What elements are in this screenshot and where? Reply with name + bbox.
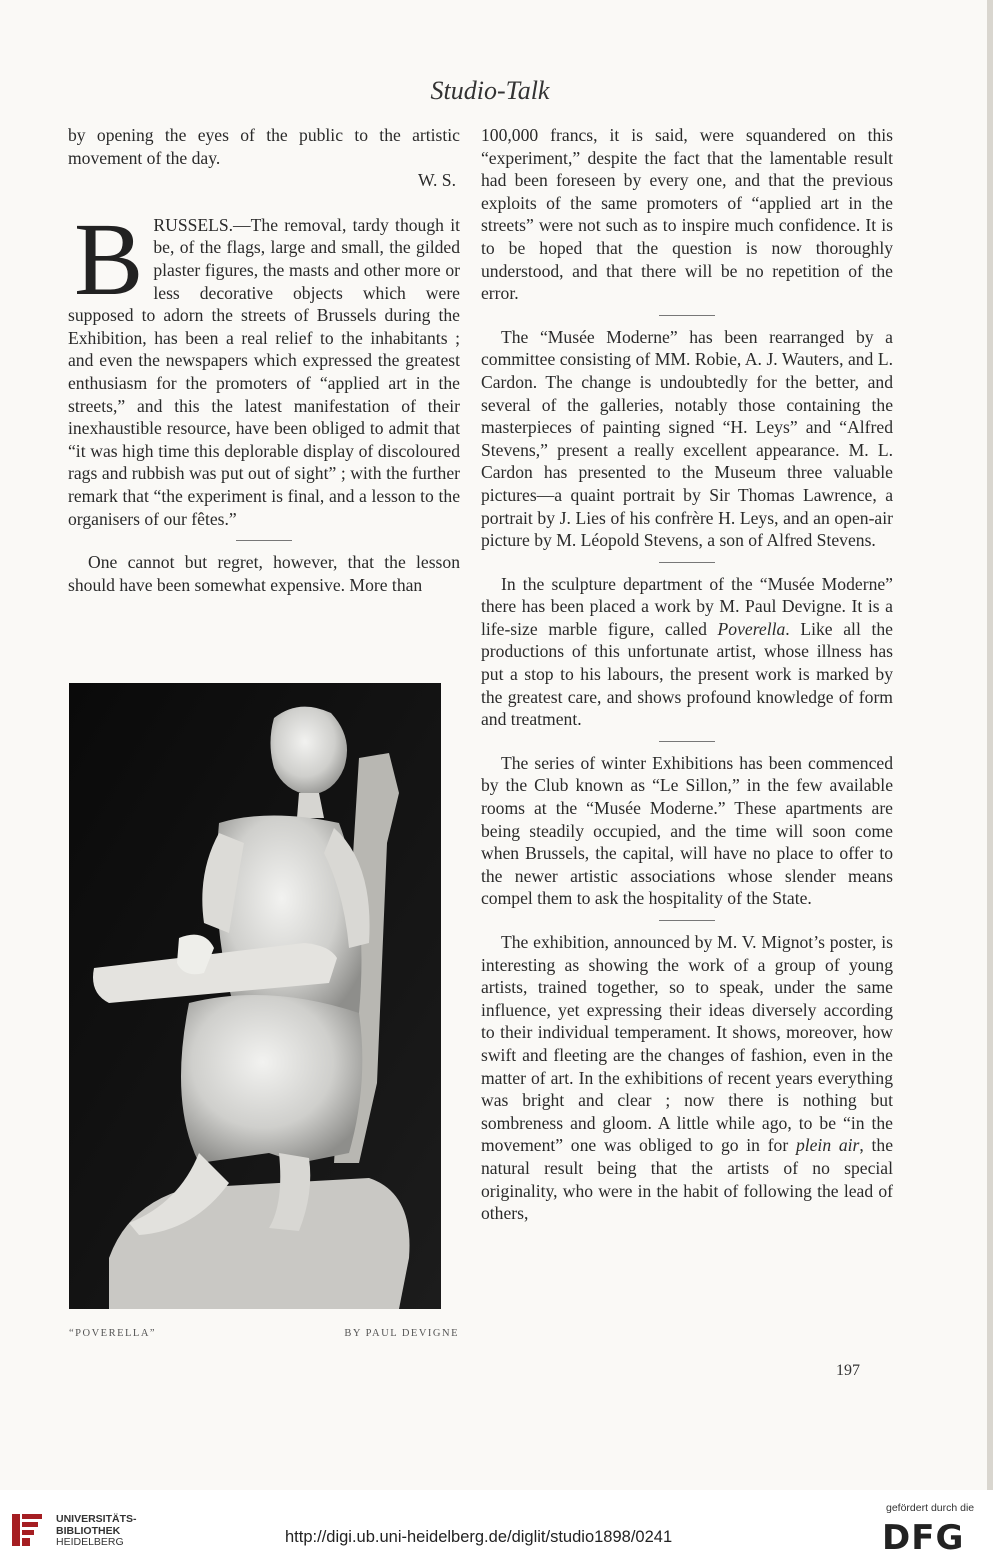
section-divider [659,562,715,563]
caption-title: “POVERELLA” [69,1328,157,1339]
right-paragraph-2: The “Musée Moderne” has been rearranged by a committee consisting of MM. Robie, A. J. Wauters, and L. Cardon. The change is undoubtedly for the better, and several of the galleries, notably those containing the masterpieces of painting signed “H. Leys” and “Alfred Stevens,” present a really excellent appearance. M. L. Cardon has presented to the Museum three valuable pictures—a quaint portrait by Sir Thomas Lawrence, a portrait by J. Lies of his confrère H. Leys, and an open-air picture by M. Léopold Stevens, a son of Alfred Stevens. [481,326,893,551]
university-library-logo [10,1512,44,1548]
section-divider [659,315,715,316]
brussels-paragraph-text: RUSSELS.—The removal, tardy though it be, of the flags, large and small, the gilded plaster figures, the masts and other more or less decorative objects which were supposed to adorn the streets of Brussels during the Exhibition, has been a real relief to the inhabitants ; and even the newspapers which expressed the greatest enthusiasm for the promoters of “applied art in the streets,” and this the latest manifestation of their inexhaustible resource, have been obliged to admit that “it was high time this deplorable display of discoloured rags and rubbish was put out of sight” ; with the further remark that “the experiment is final, and a lesson to the organisers of our fêtes.” [68,214,460,529]
source-url-link[interactable]: http://digi.ub.uni-heidelberg.de/diglit/studio1898/0241 [285,1528,673,1546]
funding-note: gefördert durch die [886,1502,975,1514]
dfg-logo: DFG [882,1518,965,1558]
right-column [481,124,893,1225]
author-signature: W. S. [418,170,456,191]
digitization-footer [0,1492,993,1561]
right-paragraph-1: 100,000 francs, it is said, were squandered on this “experiment,” despite the fact that the lamentable result had been foreseen by every one, and that the previous exploits of the same promoters of “applied art in the streets” were not such as to inspire much confidence. It is to be hoped that the question is now thoroughly understood, and that there will be no repetition of the error. [481,125,893,304]
section-divider [659,741,715,742]
brussels-paragraph [68,201,460,530]
artwork-title: Poverella [717,618,786,639]
sculpture-illustration [69,683,441,1309]
library-name: UNIVERSITÄTS- BIBLIOTHEK HEIDELBERG [56,1513,137,1548]
section-divider [659,920,715,921]
right-paragraph-5: The exhibition, announced by M. V. Mignot’s poster, is interesting as showing the work of a group of young artists, trained together, so to speak, under the same influence, yet expressing their ideas diversely according to their individual temperament. It shows, moreover, how swift and fleeting are the changes of fashion, even in the matter of art. In the exhibitions of recent years everything was bright and clear ; now there is nothing but sombreness and gloom. A little while ago, to be “in the movement” one was obliged to go in for plein air, the natural result being that the artists of no special originality, who were in the habit of following the lead of others, [481,932,894,1224]
sculpture-photograph [69,683,441,1309]
running-head: Studio-Talk [430,76,550,105]
drop-cap: B [74,201,144,317]
section-divider [236,540,292,541]
left-column [68,124,460,596]
left-paragraph-1: by opening the eyes of the public to the artistic movement of the day. [68,125,460,168]
right-paragraph-3: In the sculpture department of the “Musée Moderne” there has been placed a work by M. Paul Devigne. It is a life-size marble figure, called Poverella. Like all the productions of this unfortunate artist, whose illness has put a stop to his labours, the present work is marked by the greatest care, and shows profound knowledge of form and treatment. [481,573,893,730]
caption-credit: BY PAUL DEVIGNE [344,1328,459,1339]
page-number: 197 [836,1362,860,1379]
right-paragraph-4: The series of winter Exhibitions has been commenced by the Club known as “Le Sillon,” in the few available rooms at the “Musée Moderne.” These apartments are being steadily occupied, and the time will soon come when Brussels, the capital, will have no place to offer to the newer artistic associations whose slender means compel them to ask the hospitality of the State. [481,752,893,909]
left-paragraph-3: One cannot but regret, however, that the lesson should have been somewhat expensive. More than [68,552,460,595]
